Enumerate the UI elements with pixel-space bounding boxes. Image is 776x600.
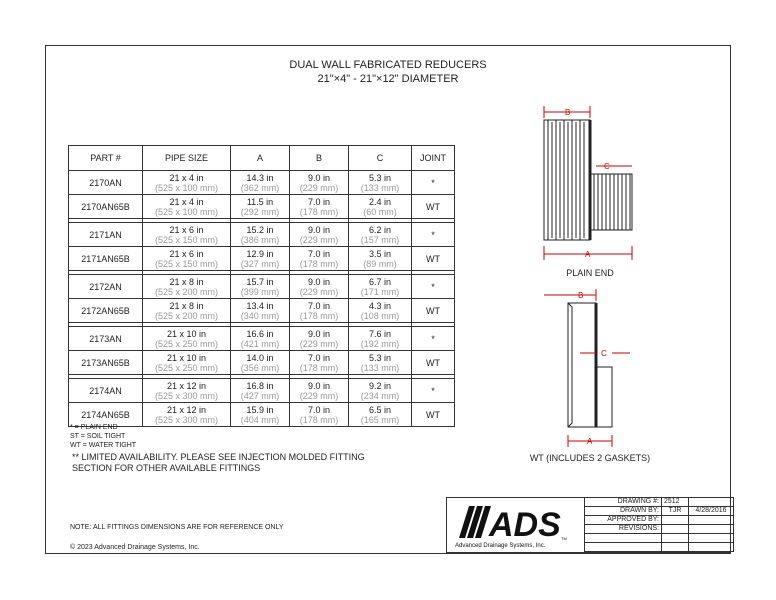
cell-b [290, 403, 349, 427]
cell-joint [412, 351, 455, 375]
cell-c-metric: (157 mm) [360, 234, 400, 245]
page-title: DUAL WALL FABRICATED REDUCERS [289, 59, 487, 71]
tb-row-drawn [585, 507, 734, 516]
cell-a [231, 403, 290, 427]
cell-joint-value: * [431, 385, 435, 396]
cell-pipe-size [143, 171, 231, 195]
col-header-a: A [231, 146, 290, 171]
cell-b-metric: (178 mm) [299, 362, 339, 373]
cell-b-value: 9.0 in [307, 380, 331, 391]
cell-part [69, 379, 143, 403]
col-header-part: PART # [69, 146, 143, 171]
cell-a [231, 299, 290, 323]
cell-a-value: 11.5 in [246, 196, 274, 207]
cell-c-metric: (89 mm) [363, 258, 397, 269]
cell-joint-value: WT [426, 409, 440, 420]
cell-part-value: 2172AN [89, 281, 122, 292]
cell-a-metric: (362 mm) [240, 182, 280, 193]
cell-c-metric: (192 mm) [360, 338, 400, 349]
cell-b-value: 9.0 in [307, 276, 331, 287]
cell-a-metric: (356 mm) [240, 362, 280, 373]
cell-c [349, 195, 412, 219]
cell-c-metric: (133 mm) [360, 182, 400, 193]
cell-a-metric: (399 mm) [240, 286, 280, 297]
cell-pipe-size [143, 275, 231, 299]
cell-pipe-size-metric: (525 x 150 mm) [154, 258, 219, 269]
cell-part-value: 2170AN65B [81, 201, 130, 212]
copyright: © 2023 Advanced Drainage Systems, Inc. [70, 544, 200, 551]
cell-c [349, 171, 412, 195]
cell-c-value: 2.4 in [368, 196, 392, 207]
cell-b-metric: (229 mm) [299, 286, 339, 297]
cell-b-value: 7.0 in [307, 300, 331, 311]
cell-joint [412, 403, 455, 427]
cell-pipe-size-value: 21 x 10 in [166, 328, 207, 339]
cell-a [231, 379, 290, 403]
page-subtitle: 21"×4" - 21"×12" DIAMETER [317, 73, 459, 85]
tb-drawn-label: DRAWN BY: [585, 507, 662, 516]
cell-pipe-size-value: 21 x 12 in [166, 380, 207, 391]
table-row [69, 195, 455, 219]
tb-drawing-label: DRAWING #: [585, 498, 662, 507]
reference-note: NOTE: ALL FITTINGS DIMENSIONS ARE FOR REFERENCE ONLY [70, 524, 284, 531]
cell-part-value: 2174AN65B [81, 409, 130, 420]
cell-c-metric: (234 mm) [360, 390, 400, 401]
cell-part-value: 2174AN [89, 385, 122, 396]
availability-note [72, 452, 365, 474]
legend-water-tight: WT = WATER TIGHT [70, 442, 137, 449]
cell-pipe-size [143, 403, 231, 427]
cell-part-value: 2172AN65B [81, 305, 130, 316]
cell-c-value: 3.5 in [368, 248, 392, 259]
tb-row-approved [585, 516, 734, 525]
cell-c-value: 6.5 in [368, 404, 392, 415]
cell-b [290, 171, 349, 195]
cell-c-metric: (171 mm) [360, 286, 400, 297]
tb-revisions-date [689, 525, 734, 534]
cell-pipe-size-value: 21 x 6 in [169, 248, 204, 259]
tb-approved-value [662, 516, 689, 525]
cell-part [69, 327, 143, 351]
cell-c [349, 351, 412, 375]
cell-pipe-size-metric: (525 x 100 mm) [154, 182, 219, 193]
title-block-table [584, 497, 734, 552]
cell-pipe-size [143, 379, 231, 403]
cell-joint [412, 195, 455, 219]
plain-end-label: PLAIN END [566, 268, 614, 278]
cell-part-value: 2170AN [89, 177, 122, 188]
cell-a [231, 327, 290, 351]
cell-b [290, 247, 349, 271]
cell-joint-value: WT [426, 201, 440, 212]
cell-joint-value: * [431, 281, 435, 292]
cell-pipe-size-metric: (525 x 200 mm) [154, 310, 219, 321]
tb-drawn-date: 4/28/2016 [689, 507, 734, 516]
cell-part-value: 2173AN65B [81, 357, 130, 368]
cell-part [69, 351, 143, 375]
cell-pipe-size [143, 327, 231, 351]
cell-pipe-size-metric: (525 x 250 mm) [154, 338, 219, 349]
cell-pipe-size-metric: (525 x 150 mm) [154, 234, 219, 245]
cell-pipe-size-value: 21 x 6 in [169, 224, 204, 235]
cell-b-value: 7.0 in [307, 196, 331, 207]
col-header-c: C [349, 146, 412, 171]
cell-b-value: 9.0 in [307, 224, 331, 235]
cell-a-metric: (427 mm) [240, 390, 280, 401]
cell-c-metric: (60 mm) [363, 206, 397, 217]
cell-a-value: 15.7 in [246, 276, 274, 287]
cell-joint [412, 379, 455, 403]
cell-a-value: 15.9 in [246, 404, 274, 415]
tb-drawn-value: TJR [662, 507, 689, 516]
cell-a-metric: (327 mm) [240, 258, 280, 269]
cell-c-value: 6.7 in [368, 276, 392, 287]
cell-part [69, 275, 143, 299]
cell-a-value: 16.8 in [246, 380, 274, 391]
cell-pipe-size-metric: (525 x 100 mm) [154, 206, 219, 217]
cell-a-value: 14.0 in [246, 352, 274, 363]
cell-b-metric: (178 mm) [299, 206, 339, 217]
cell-part-value: 2171AN65B [81, 253, 130, 264]
legend-plain-end: * = PLAIN END [70, 424, 118, 431]
cell-c [349, 223, 412, 247]
cell-joint-value: * [431, 229, 435, 240]
cell-pipe-size-value: 21 x 12 in [166, 404, 207, 415]
legend-notes [70, 423, 136, 450]
plain-end-dim-b: B [565, 108, 571, 117]
availability-line-1: ** LIMITED AVAILABILITY. PLEASE SEE INJECTION MOLDED FITTING [72, 452, 365, 462]
cell-a [231, 351, 290, 375]
wt-dim-b: B [578, 291, 584, 300]
cell-a-value: 13.4 in [246, 300, 274, 311]
cell-a [231, 247, 290, 271]
cell-b [290, 299, 349, 323]
cell-pipe-size-metric: (525 x 250 mm) [154, 362, 219, 373]
cell-pipe-size [143, 247, 231, 271]
cell-c [349, 275, 412, 299]
wt-label: WT (INCLUDES 2 GASKETS) [529, 453, 651, 463]
col-header-b: B [290, 146, 349, 171]
table-row [69, 379, 455, 403]
cell-a-metric: (340 mm) [240, 310, 280, 321]
plain-end-dim-a: A [585, 250, 591, 259]
cell-c-value: 7.6 in [368, 328, 392, 339]
cell-joint-value: WT [426, 253, 440, 264]
legend-soil-tight: ST = SOIL TIGHT [70, 433, 126, 440]
cell-c [349, 403, 412, 427]
cell-pipe-size-value: 21 x 8 in [169, 300, 204, 311]
cell-joint [412, 275, 455, 299]
ads-logo [447, 498, 584, 551]
cell-pipe-size [143, 299, 231, 323]
table-row [69, 275, 455, 299]
cell-joint [412, 171, 455, 195]
tb-row-revisions [585, 525, 734, 534]
table-header-row [69, 146, 455, 171]
cell-c-value: 9.2 in [368, 380, 392, 391]
cell-a-metric: (386 mm) [240, 234, 280, 245]
cell-b-value: 9.0 in [307, 328, 331, 339]
plain-end-drawing [530, 100, 640, 265]
parts-table [68, 145, 455, 427]
cell-a [231, 275, 290, 299]
cell-c [349, 379, 412, 403]
cell-a-metric: (292 mm) [240, 206, 280, 217]
tb-drawing-value: 2512 [662, 498, 689, 507]
cell-a-value: 12.9 in [246, 248, 274, 259]
logo-tagline: Advanced Drainage Systems, Inc. [455, 543, 546, 549]
cell-b-value: 9.0 in [307, 172, 331, 183]
cell-c [349, 327, 412, 351]
table-row [69, 247, 455, 271]
cell-joint [412, 223, 455, 247]
cell-c [349, 299, 412, 323]
cell-pipe-size-metric: (525 x 200 mm) [154, 286, 219, 297]
tb-approved-date [689, 516, 734, 525]
table-row [69, 223, 455, 247]
cell-pipe-size-value: 21 x 10 in [166, 352, 207, 363]
cell-part [69, 171, 143, 195]
table-row [69, 171, 455, 195]
tb-drawing-date [689, 498, 734, 507]
cell-a [231, 223, 290, 247]
cell-pipe-size-value: 21 x 8 in [169, 276, 204, 287]
cell-b [290, 351, 349, 375]
cell-c-value: 5.3 in [368, 172, 392, 183]
ads-logo-mark [447, 498, 584, 551]
wt-drawing [540, 285, 640, 450]
cell-part [69, 223, 143, 247]
cell-pipe-size-value: 21 x 4 in [169, 172, 204, 183]
cell-part [69, 299, 143, 323]
cell-b-metric: (178 mm) [299, 414, 339, 425]
cell-a [231, 195, 290, 219]
cell-c [349, 247, 412, 271]
cell-pipe-size-metric: (525 x 300 mm) [154, 414, 219, 425]
cell-joint-value: * [431, 177, 435, 188]
cell-a-metric: (421 mm) [240, 338, 280, 349]
table-row [69, 351, 455, 375]
col-header-joint: JOINT [412, 146, 455, 171]
cell-part-value: 2173AN [89, 333, 122, 344]
availability-line-2: SECTION FOR OTHER AVAILABLE FITTINGS [72, 463, 261, 473]
cell-b-metric: (229 mm) [299, 182, 339, 193]
cell-joint-value: * [431, 333, 435, 344]
cell-a-metric: (404 mm) [240, 414, 280, 425]
tb-approved-label: APPROVED BY: [585, 516, 662, 525]
cell-joint [412, 327, 455, 351]
cell-pipe-size [143, 351, 231, 375]
cell-b-metric: (229 mm) [299, 234, 339, 245]
cell-part [69, 195, 143, 219]
cell-joint [412, 247, 455, 271]
cell-c-value: 4.3 in [368, 300, 392, 311]
tb-revisions-label: REVISIONS: [585, 525, 662, 534]
cell-b [290, 195, 349, 219]
tb-row-drawing [585, 498, 734, 507]
tb-revisions-value [662, 525, 689, 534]
cell-b-metric: (178 mm) [299, 310, 339, 321]
cell-c-metric: (133 mm) [360, 362, 400, 373]
cell-pipe-size [143, 223, 231, 247]
logo-text: ADS [489, 506, 561, 544]
table-row [69, 327, 455, 351]
cell-part [69, 247, 143, 271]
cell-joint-value: WT [426, 357, 440, 368]
cell-b-value: 7.0 in [307, 352, 331, 363]
cell-b-value: 7.0 in [307, 404, 331, 415]
tb-row-blank-2 [585, 543, 734, 552]
parts-table-body [69, 171, 455, 427]
cell-a-value: 16.6 in [246, 328, 274, 339]
cell-c-value: 5.3 in [368, 352, 392, 363]
cell-pipe-size-value: 21 x 4 in [169, 196, 204, 207]
cell-b-value: 7.0 in [307, 248, 331, 259]
cell-b [290, 223, 349, 247]
cell-a-value: 15.2 in [246, 224, 274, 235]
cell-c-value: 6.2 in [368, 224, 392, 235]
cell-pipe-size-metric: (525 x 300 mm) [154, 390, 219, 401]
cell-c-metric: (165 mm) [360, 414, 400, 425]
cell-joint-value: WT [426, 305, 440, 316]
cell-b [290, 327, 349, 351]
cell-b-metric: (178 mm) [299, 258, 339, 269]
cell-joint [412, 299, 455, 323]
wt-dim-a: A [587, 437, 593, 446]
cell-b-metric: (229 mm) [299, 390, 339, 401]
logo-tm: TM [561, 536, 567, 541]
cell-c-metric: (108 mm) [360, 310, 400, 321]
tb-row-blank-1 [585, 534, 734, 543]
wt-dim-c: C [601, 349, 607, 358]
plain-end-dim-c: C [604, 162, 610, 171]
cell-part-value: 2171AN [89, 229, 122, 240]
cell-pipe-size [143, 195, 231, 219]
col-header-pipe-size: PIPE SIZE [143, 146, 231, 171]
cell-b [290, 379, 349, 403]
cell-b-metric: (229 mm) [299, 338, 339, 349]
cell-a [231, 171, 290, 195]
cell-a-value: 14.3 in [246, 172, 274, 183]
cell-b [290, 275, 349, 299]
table-row [69, 299, 455, 323]
